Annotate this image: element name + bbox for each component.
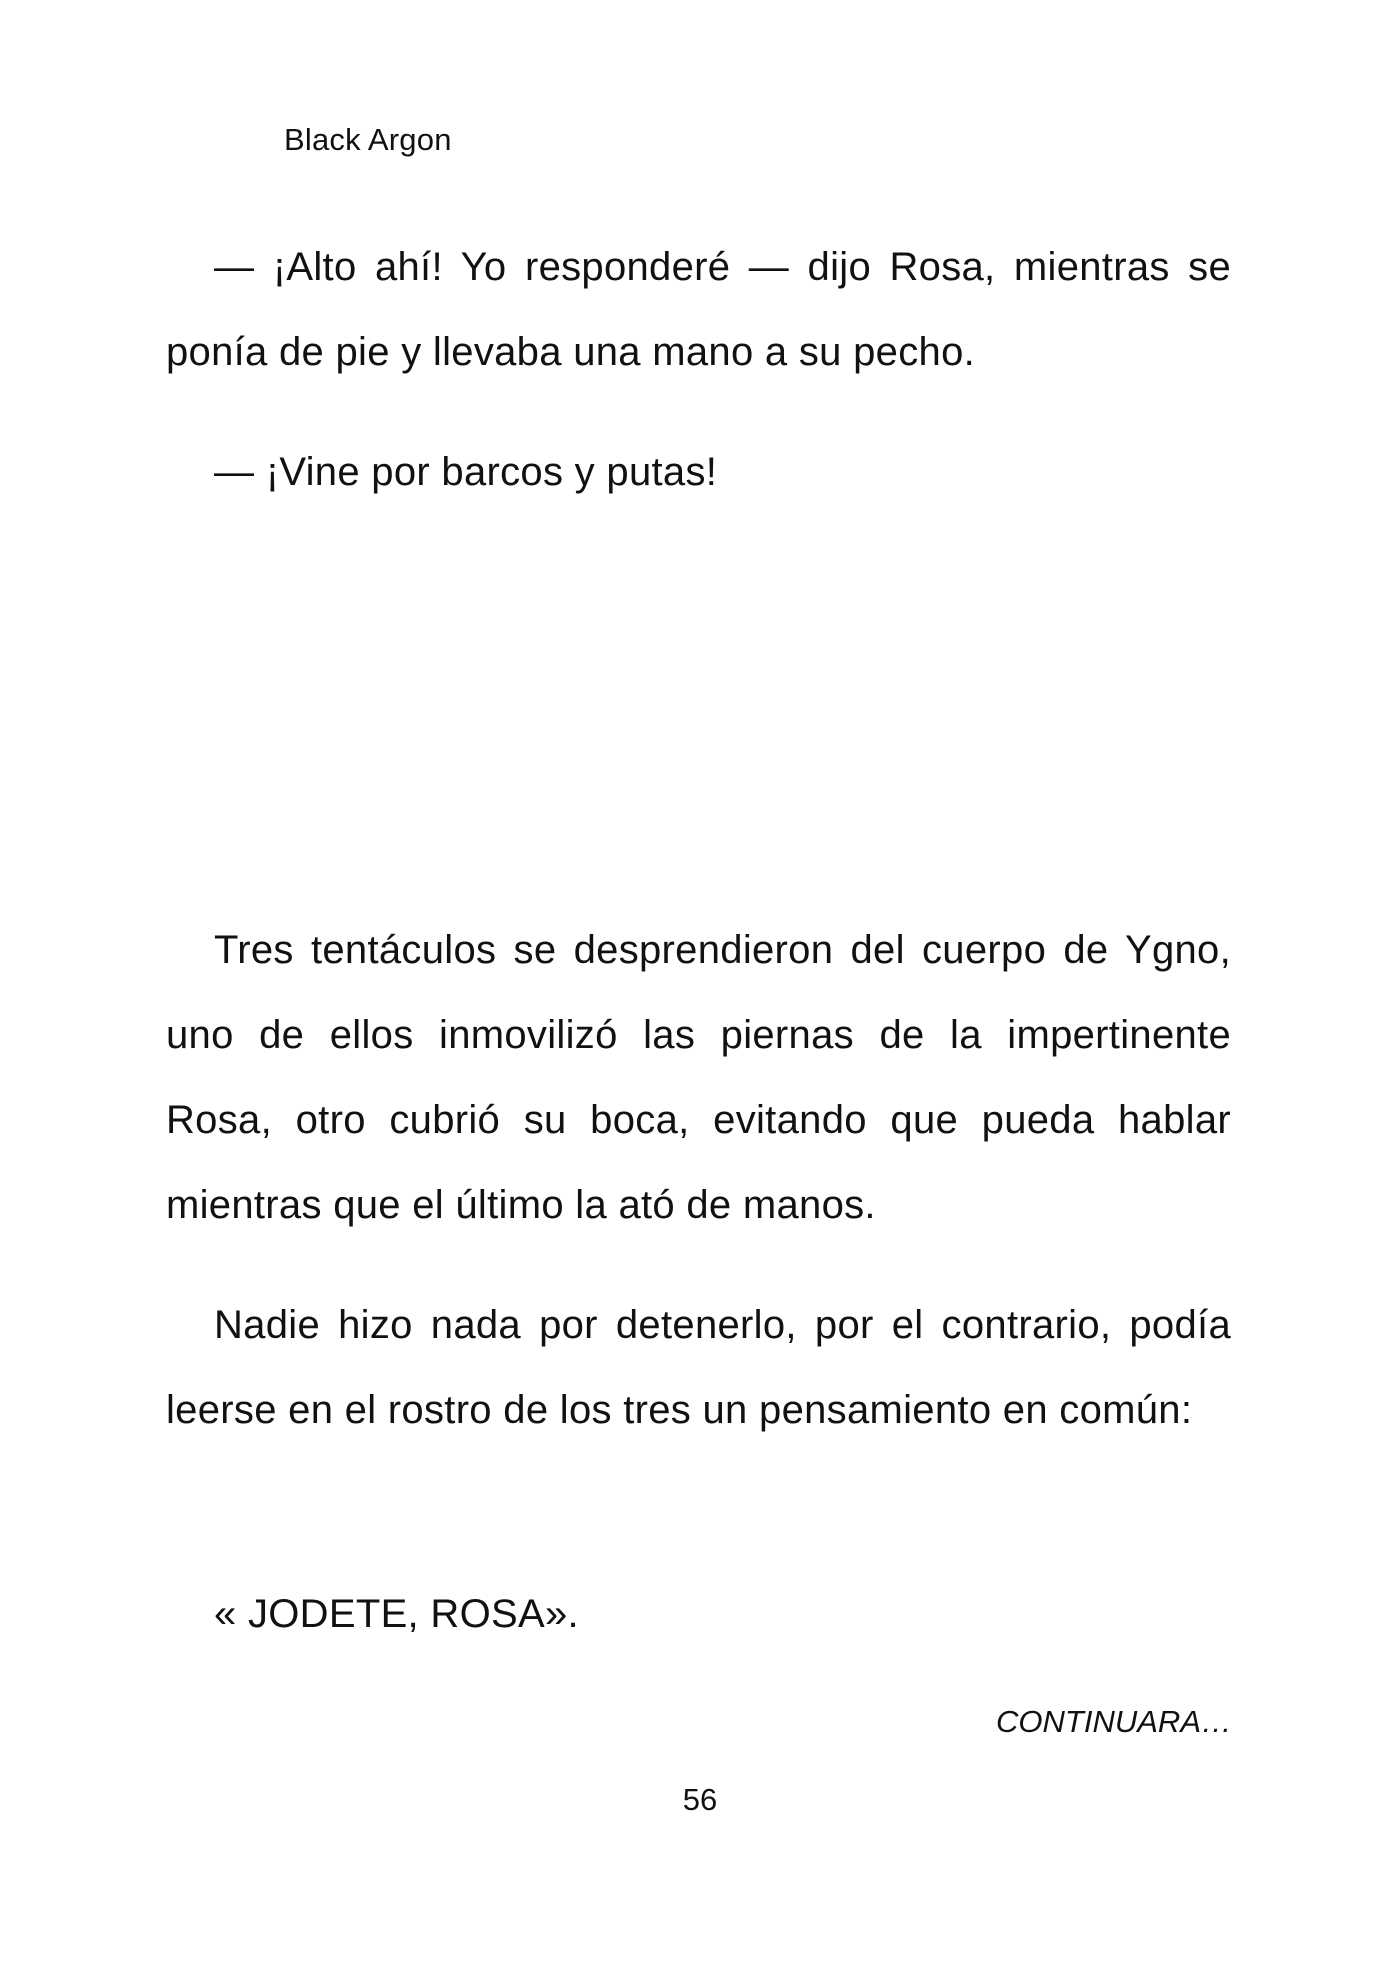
running-header: Black Argon (284, 122, 452, 157)
paragraph-narration-1: Tres tentáculos se desprendieron del cuerpo de Ygno, uno de ellos inmovilizó las piernas de la impertinente Rosa, otro cubrió su boca, evitando que pueda hablar mientras que el último la ató de manos. (166, 928, 1231, 1227)
paragraph-dialogue-1: — ¡Alto ahí! Yo responderé — dijo Rosa, mientras se ponía de pie y llevaba una mano a su pecho. (166, 245, 1231, 374)
paragraph-dialogue-2: — ¡Vine por barcos y putas! (214, 450, 718, 494)
page-number: 56 (682, 1782, 718, 1817)
continuation-note: CONTINUARA… (996, 1704, 1232, 1739)
paragraph-quote: « JODETE, ROSA». (214, 1592, 579, 1636)
paragraph-narration-2: Nadie hizo nada por detenerlo, por el contrario, podía leerse en el rostro de los tres un pensamiento en común: (166, 1303, 1231, 1432)
